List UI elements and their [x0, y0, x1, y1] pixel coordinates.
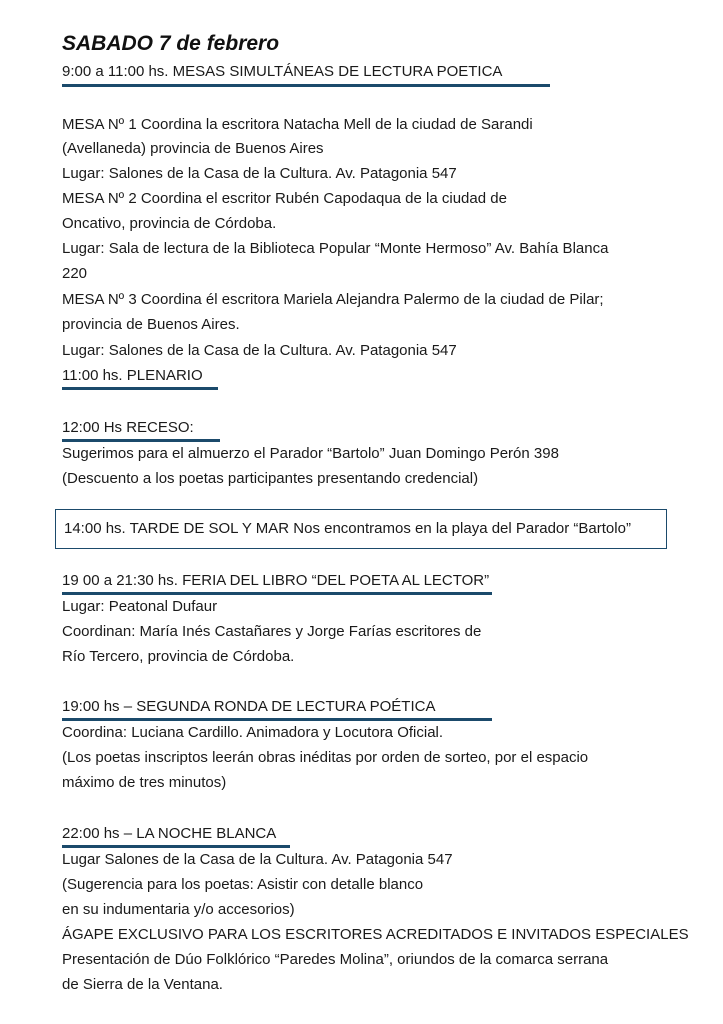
heading-underline	[62, 84, 550, 87]
heading-underline	[62, 439, 220, 442]
section-heading-segunda-ronda: 19:00 hs – SEGUNDA RONDA DE LECTURA POÉTICA	[62, 698, 436, 715]
section-heading-receso: 12:00 Hs RECESO:	[62, 419, 194, 436]
text-line: Lugar: Sala de lectura de la Biblioteca Popular “Monte Hermoso” Av. Bahía Blanca	[62, 240, 609, 257]
section-heading-noche-blanca: 22:00 hs – LA NOCHE BLANCA	[62, 825, 277, 842]
text-line: Lugar: Salones de la Casa de la Cultura. Av. Patagonia 547	[62, 165, 457, 182]
text-line: provincia de Buenos Aires.	[62, 316, 240, 333]
section-heading-plenario: 11:00 hs. PLENARIO	[62, 367, 203, 384]
heading-underline	[62, 845, 290, 848]
text-line: Lugar: Salones de la Casa de la Cultura. Av. Patagonia 547	[62, 342, 457, 359]
text-line: ÁGAPE EXCLUSIVO PARA LOS ESCRITORES ACREDITADOS E INVITADOS ESPECIALES	[62, 926, 689, 943]
text-line: Lugar: Peatonal Dufaur	[62, 598, 218, 615]
text-line: Lugar Salones de la Casa de la Cultura. Av. Patagonia 547	[62, 851, 453, 868]
text-line: Sugerimos para el almuerzo el Parador “Bartolo” Juan Domingo Perón 398	[62, 445, 559, 462]
text-line: MESA Nº 1 Coordina la escritora Natacha Mell de la ciudad de Sarandi	[62, 116, 533, 133]
section-heading-mesas: 9:00 a 11:00 hs. MESAS SIMULTÁNEAS DE LECTURA POETICA	[62, 63, 503, 80]
text-line: (Avellaneda) provincia de Buenos Aires	[62, 140, 324, 157]
page-title: SABADO 7 de febrero	[62, 32, 280, 55]
highlight-box	[55, 509, 667, 549]
text-line: Coordina: Luciana Cardillo. Animadora y Locutora Oficial.	[62, 724, 444, 741]
text-line: en su indumentaria y/o accesorios)	[62, 901, 295, 918]
text-line: máximo de tres minutos)	[62, 774, 227, 791]
highlight-text: 14:00 hs. TARDE DE SOL Y MAR Nos encontramos en la playa del Parador “Bartolo”	[64, 520, 631, 537]
text-line: (Los poetas inscriptos leerán obras inéditas por orden de sorteo, por el espacio	[62, 749, 589, 766]
text-line: MESA Nº 2 Coordina el escritor Rubén Capodaqua de la ciudad de	[62, 190, 507, 207]
text-line: Coordinan: María Inés Castañares y Jorge Farías escritores de	[62, 623, 482, 640]
heading-underline	[62, 387, 218, 390]
text-line: MESA Nº 3 Coordina él escritora Mariela Alejandra Palermo de la ciudad de Pilar;	[62, 291, 604, 308]
heading-underline	[62, 718, 492, 721]
text-line: de Sierra de la Ventana.	[62, 976, 223, 993]
section-heading-feria: 19 00 a 21:30 hs. FERIA DEL LIBRO “DEL POETA AL LECTOR”	[62, 572, 490, 589]
text-line: (Descuento a los poetas participantes presentando credencial)	[62, 470, 479, 487]
text-line: Oncativo, provincia de Córdoba.	[62, 215, 277, 232]
heading-underline	[62, 592, 492, 595]
text-line: (Sugerencia para los poetas: Asistir con detalle blanco	[62, 876, 424, 893]
text-line: Presentación de Dúo Folklórico “Paredes Molina”, oriundos de la comarca serrana	[62, 951, 609, 968]
text-line: 220	[62, 265, 88, 282]
text-line: Río Tercero, provincia de Córdoba.	[62, 648, 295, 665]
